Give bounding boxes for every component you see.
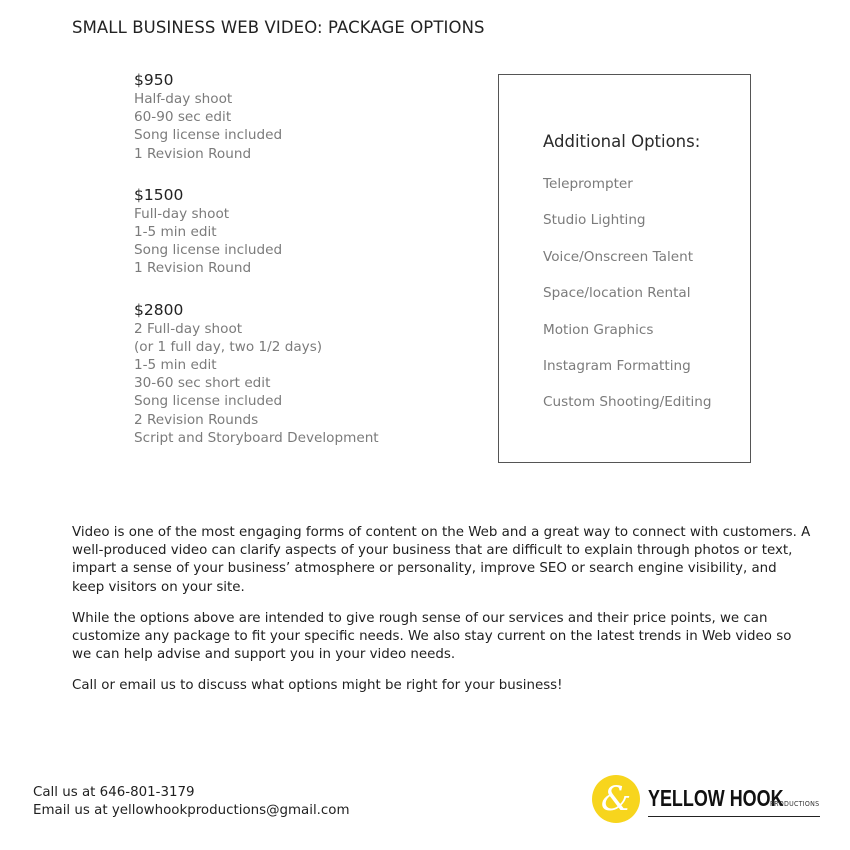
- package-feature: Song license included: [134, 127, 283, 144]
- package-feature: 1 Revision Round: [134, 145, 252, 162]
- contact-info: [33, 784, 350, 820]
- package-feature: Script and Storyboard Development: [134, 429, 379, 446]
- package-feature: (or 1 full day, two 1/2 days): [134, 338, 323, 355]
- description-paragraph: Video is one of the most engaging forms of content on the Web and a great way to connect with customers. A well-produced video can clarify aspects of your business that are difficult to explain through photos or text, impart a sense of your business’ atmosphere or personality, improve SEO or search engine visibility, and keep visitors on your site.: [72, 525, 811, 595]
- additional-options-box: [498, 74, 751, 463]
- page-title: SMALL BUSINESS WEB VIDEO: PACKAGE OPTIONS: [72, 18, 485, 37]
- description-paragraph: Call or email us to discuss what options might be right for your business!: [72, 678, 563, 694]
- package-price: $1500: [134, 185, 184, 204]
- package-2800: [134, 300, 464, 447]
- package-feature: 30-60 sec short edit: [134, 375, 271, 392]
- option-item: Motion Graphics: [543, 321, 654, 338]
- option-item: Studio Lighting: [543, 212, 646, 229]
- package-feature: 60-90 sec edit: [134, 109, 232, 126]
- package-feature: 2 Full-day shoot: [134, 320, 243, 337]
- package-1500: [134, 185, 464, 278]
- contact-email: Email us at yellowhookproductions@gmail.com: [33, 803, 350, 819]
- package-feature: Song license included: [134, 242, 283, 259]
- option-item: Instagram Formatting: [543, 357, 691, 374]
- option-item: Custom Shooting/Editing: [543, 394, 712, 411]
- package-price: $2800: [134, 300, 184, 319]
- additional-options-title: Additional Options:: [543, 132, 701, 151]
- contact-phone: Call us at 646-801-3179: [33, 785, 195, 800]
- option-item: Teleprompter: [543, 176, 633, 192]
- package-feature: 1-5 min edit: [134, 224, 217, 241]
- package-feature: 2 Revision Rounds: [134, 411, 259, 428]
- description: [72, 524, 812, 709]
- package-price: $950: [134, 71, 174, 89]
- package-feature: Song license included: [134, 393, 283, 410]
- logo-underline: [648, 816, 820, 817]
- company-logo: [592, 775, 824, 825]
- package-feature: 1-5 min edit: [134, 357, 217, 374]
- additional-options-list: [543, 175, 712, 430]
- option-item: Space/location Rental: [543, 285, 691, 302]
- option-item: Voice/Onscreen Talent: [543, 248, 694, 265]
- package-list: [134, 70, 464, 469]
- package-950: [134, 70, 464, 163]
- package-feature: 1 Revision Round: [134, 260, 252, 277]
- logo-ampersand-icon: &: [600, 779, 632, 819]
- package-feature: Full-day shoot: [134, 205, 230, 222]
- description-paragraph: While the options above are intended to give rough sense of our services and their price points, we can customize any package to fit your specific needs. We also stay current on the latest trends in Web video so we can help advise and support you in your video needs.: [72, 610, 792, 663]
- logo-subtitle: PRODUCTIONS: [770, 800, 820, 808]
- package-feature: Half-day shoot: [134, 91, 233, 107]
- logo-name: YELLOW HOOK: [648, 785, 784, 811]
